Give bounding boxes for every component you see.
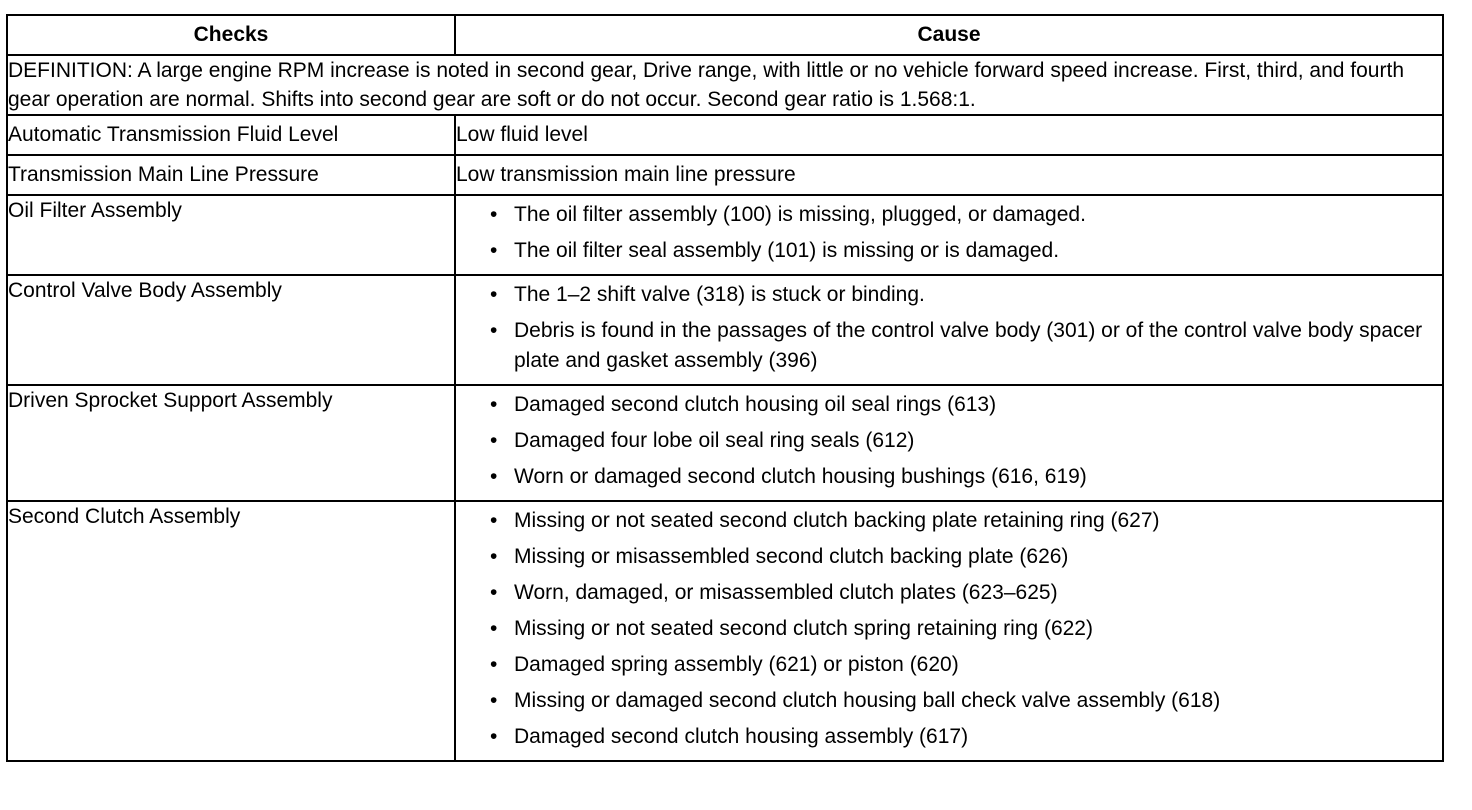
cause-text: Damaged second clutch housing oil seal rings (613)	[514, 393, 997, 416]
cause-list	[490, 280, 1432, 376]
cause-text: Missing or not seated second clutch spring retaining ring (622)	[514, 617, 1093, 640]
check-cell: Control Valve Body Assembly	[7, 275, 455, 385]
definition-row	[7, 55, 1443, 115]
bullet-icon: •	[490, 393, 498, 416]
bullet-icon: •	[490, 283, 498, 306]
list-item	[490, 390, 1432, 420]
bullet-icon: •	[490, 545, 498, 568]
header-row	[7, 15, 1443, 55]
list-item	[490, 686, 1432, 716]
list-item	[490, 200, 1432, 230]
cause-cell	[455, 501, 1443, 761]
check-cell: Oil Filter Assembly	[7, 195, 455, 275]
bullet-icon: •	[490, 617, 498, 640]
cause-text: Worn, damaged, or misassembled clutch plates (623–625)	[514, 581, 1058, 604]
list-item	[490, 722, 1432, 752]
table-row	[7, 115, 1443, 155]
bullet-icon: •	[490, 509, 498, 532]
cause-text: Debris is found in the passages of the control valve body (301) or of the control valve body spacer plate and gasket assembly (396)	[514, 319, 1423, 372]
cause-header: Cause	[455, 15, 1443, 55]
cause-cell	[455, 385, 1443, 501]
cause-text: Missing or not seated second clutch backing plate retaining ring (627)	[514, 509, 1160, 532]
cause-list	[490, 390, 1432, 492]
diagnostic-table	[6, 14, 1444, 762]
list-item	[490, 650, 1432, 680]
cause-list	[490, 200, 1432, 266]
cause-cell: Low fluid level	[455, 115, 1443, 155]
cause-cell	[455, 195, 1443, 275]
table-row	[7, 195, 1443, 275]
cause-text: The oil filter assembly (100) is missing, plugged, or damaged.	[514, 203, 1086, 226]
cause-text: Damaged four lobe oil seal ring seals (612)	[514, 429, 915, 452]
list-item	[490, 506, 1432, 536]
table-row	[7, 275, 1443, 385]
cause-text: Damaged second clutch housing assembly (617)	[514, 725, 969, 748]
table-row	[7, 501, 1443, 761]
check-cell: Second Clutch Assembly	[7, 501, 455, 761]
cause-cell	[455, 275, 1443, 385]
list-item	[490, 316, 1432, 376]
bullet-icon: •	[490, 465, 498, 488]
cause-text: The 1–2 shift valve (318) is stuck or binding.	[514, 283, 925, 306]
cause-cell: Low transmission main line pressure	[455, 155, 1443, 195]
list-item	[490, 426, 1432, 456]
cause-text: Damaged spring assembly (621) or piston (620)	[514, 653, 959, 676]
bullet-icon: •	[490, 725, 498, 748]
list-item	[490, 542, 1432, 572]
cause-text: Missing or misassembled second clutch backing plate (626)	[514, 545, 1069, 568]
table-row	[7, 385, 1443, 501]
checks-header: Checks	[7, 15, 455, 55]
list-item	[490, 280, 1432, 310]
definition-text: DEFINITION: A large engine RPM increase is noted in second gear, Drive range, with little or no vehicle forward speed increase. First, third, and fourth gear operation are normal. Shifts into second gear are soft or do not occur. Second gear ratio is 1.568:1.	[7, 55, 1443, 115]
bullet-icon: •	[490, 581, 498, 604]
bullet-icon: •	[490, 319, 498, 342]
table-row	[7, 155, 1443, 195]
bullet-icon: •	[490, 239, 498, 262]
list-item	[490, 462, 1432, 492]
list-item	[490, 614, 1432, 644]
cause-text: Missing or damaged second clutch housing ball check valve assembly (618)	[514, 689, 1221, 712]
bullet-icon: •	[490, 689, 498, 712]
list-item	[490, 578, 1432, 608]
bullet-icon: •	[490, 203, 498, 226]
bullet-icon: •	[490, 429, 498, 452]
bullet-icon: •	[490, 653, 498, 676]
cause-text: Worn or damaged second clutch housing bushings (616, 619)	[514, 465, 1087, 488]
check-cell: Transmission Main Line Pressure	[7, 155, 455, 195]
list-item	[490, 236, 1432, 266]
check-cell: Automatic Transmission Fluid Level	[7, 115, 455, 155]
cause-list	[490, 506, 1432, 752]
check-cell: Driven Sprocket Support Assembly	[7, 385, 455, 501]
cause-text: The oil filter seal assembly (101) is missing or is damaged.	[514, 239, 1060, 262]
